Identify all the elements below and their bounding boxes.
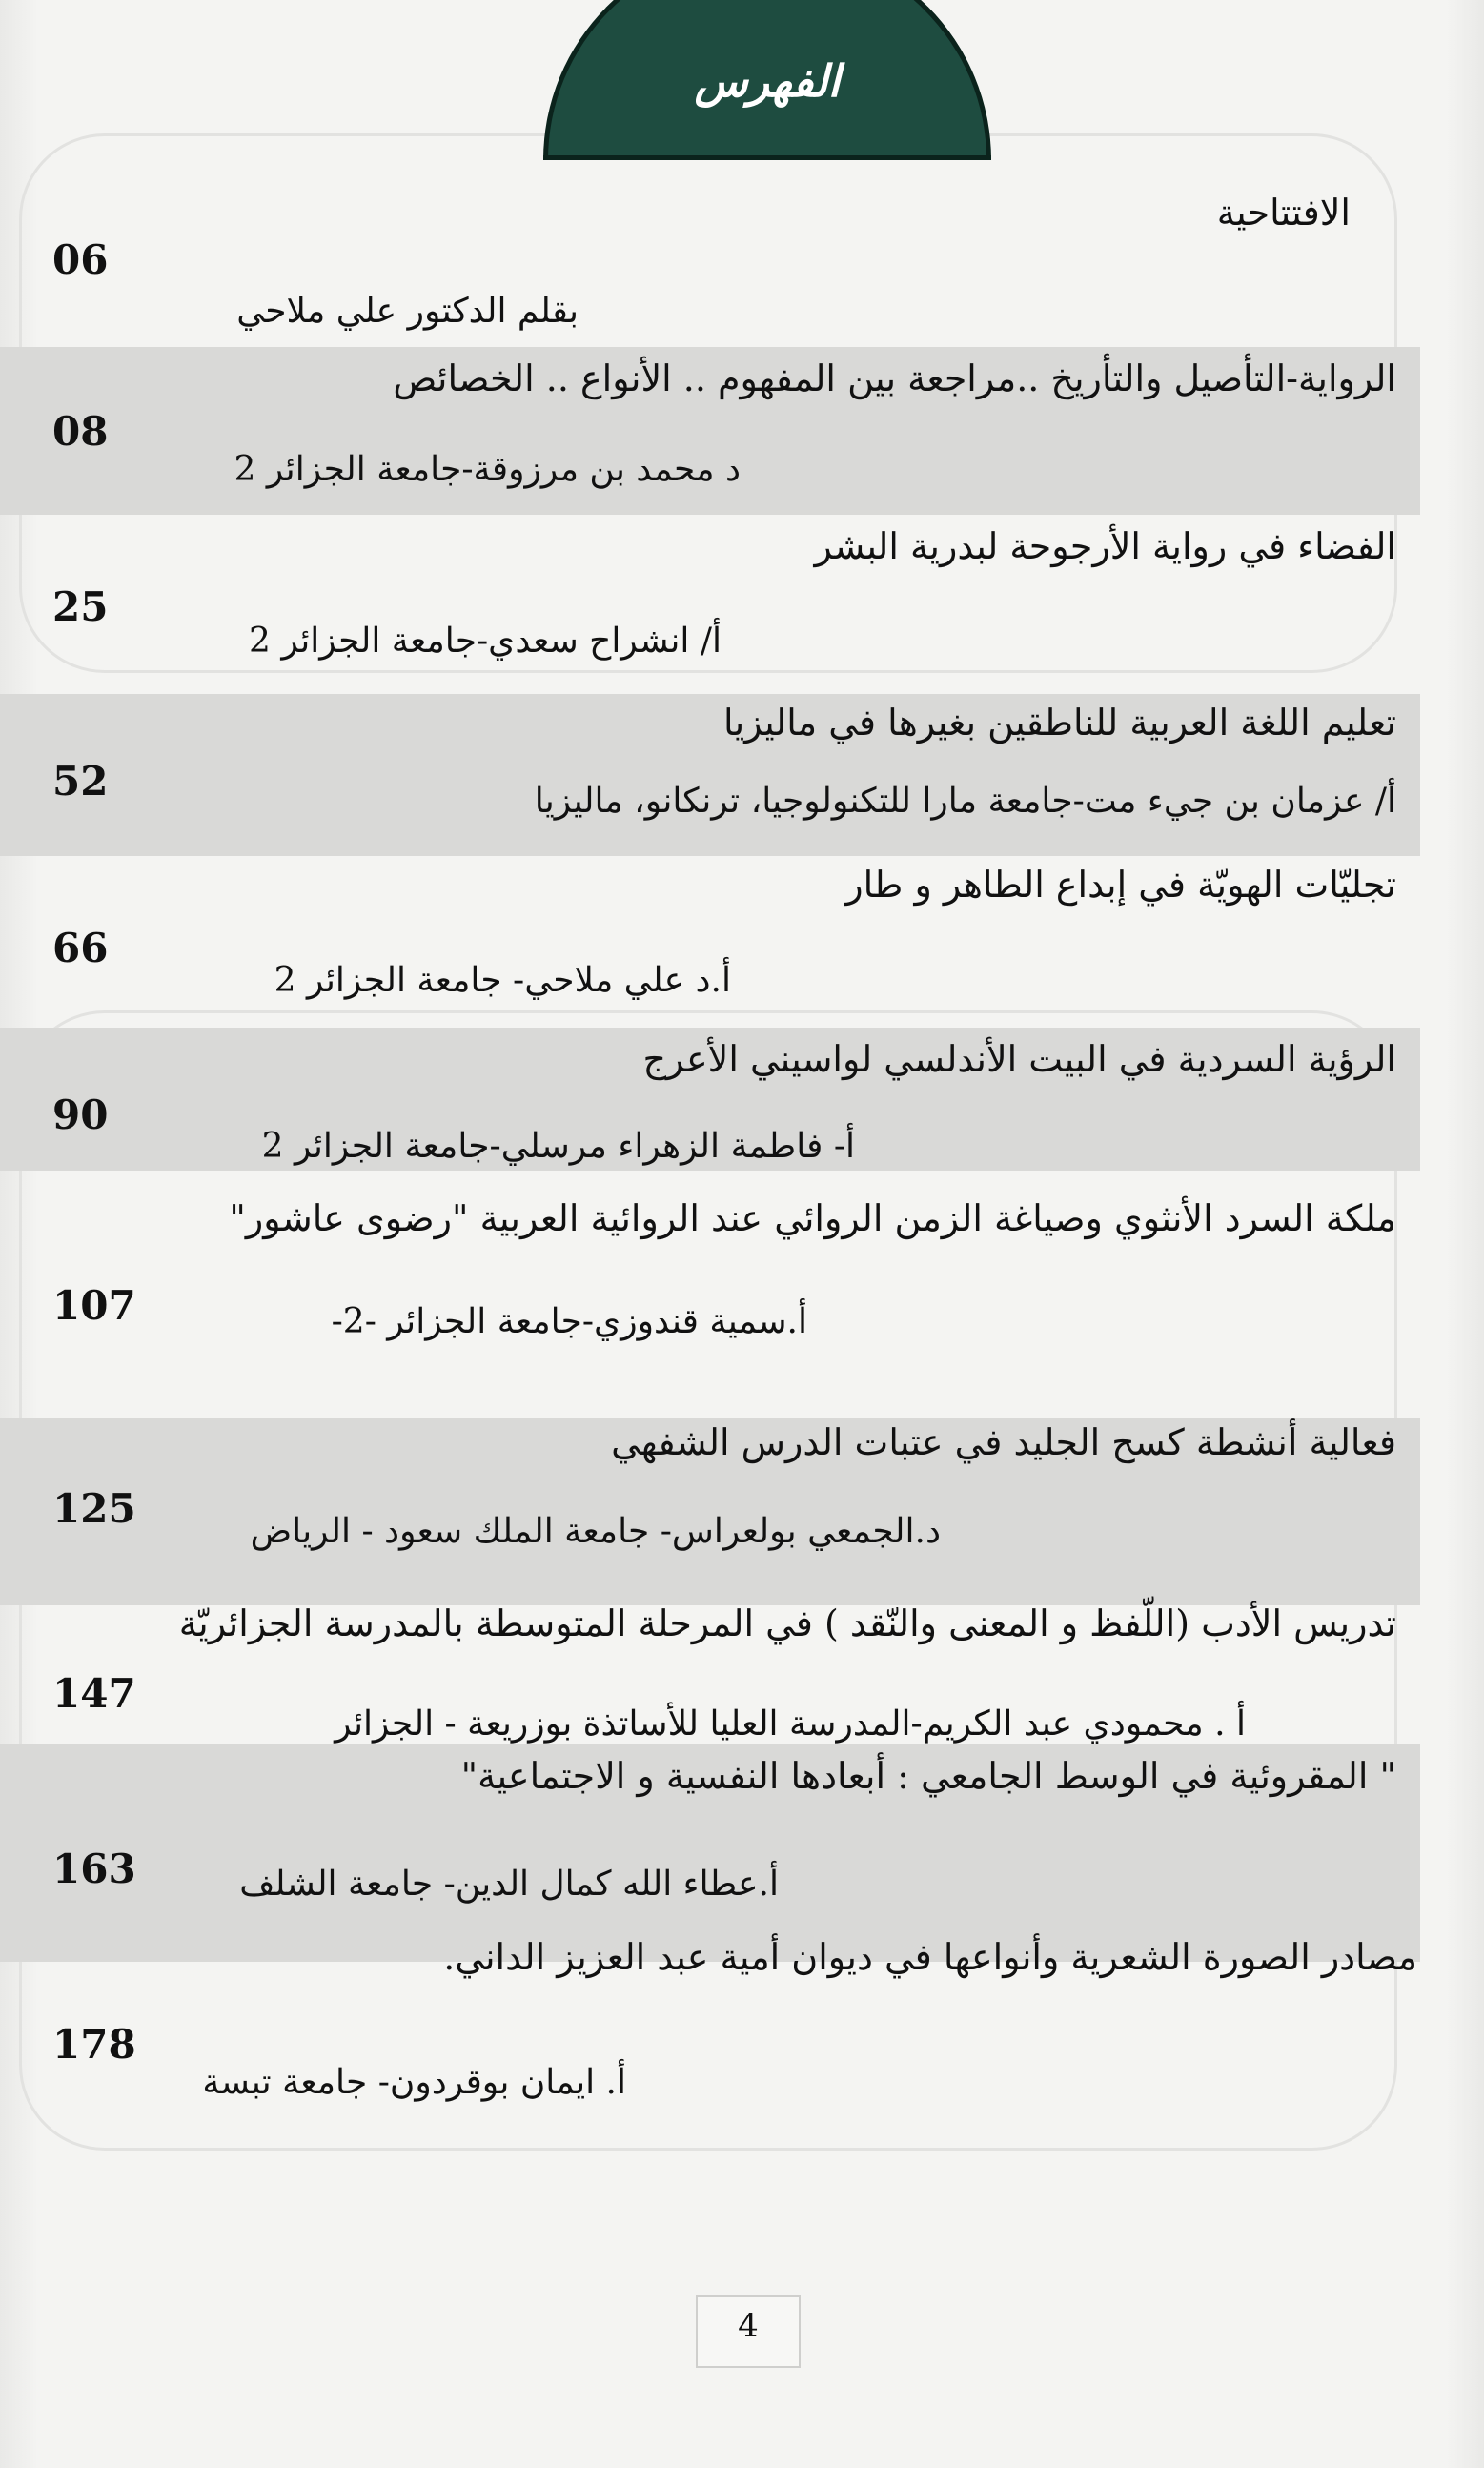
entry-page-number: 08 <box>52 408 109 455</box>
entry-page-number: 90 <box>52 1091 109 1138</box>
entry-author: أ.عطاء الله كمال الدين- جامعة الشلف <box>239 1865 779 1904</box>
entry-author: د محمد بن مرزوقة-جامعة الجزائر 2 <box>234 450 741 489</box>
entry-author: أ. ايمان بوقردون- جامعة تبسة <box>202 2063 626 2102</box>
entry-title: تدريس الأدب (اللّفظ و المعنى والنّقد ) في المرحلة المتوسطة بالمدرسة الجزائريّة <box>178 1602 1396 1644</box>
entry-title: فعالية أنشطة كسح الجليد في عتبات الدرس الشفهي <box>611 1421 1396 1463</box>
entry-author: د.الجمعي بولعراس- جامعة الملك سعود - الرياض <box>250 1512 941 1551</box>
entry-title: تعليم اللغة العربية للناطقين بغيرها في ماليزيا <box>723 702 1396 744</box>
entry-title: الرواية-التأصيل والتأريخ ..مراجعة بين المفهوم .. الأنواع .. الخصائص <box>393 357 1396 399</box>
entry-title: الافتتاحية <box>1216 192 1351 234</box>
entry-author: أ/ عزمان بن جيء مت-جامعة مارا للتكنولوجيا، ترنكانو، ماليزيا <box>534 782 1396 821</box>
page-title: الفهرس <box>694 55 841 107</box>
entry-author: أ.سمية قندوزي-جامعة الجزائر -2- <box>331 1302 807 1341</box>
entry-title: مصادر الصورة الشعرية وأنواعها في ديوان أمية عبد العزيز الداني. <box>443 1936 1417 1978</box>
entry-page-number: 178 <box>52 2021 136 2068</box>
entry-author: أ/ انشراح سعدي-جامعة الجزائر 2 <box>249 622 722 661</box>
entry-page-number: 125 <box>52 1485 136 1532</box>
entry-page-number: 25 <box>52 583 109 630</box>
entry-page-number: 52 <box>52 758 109 805</box>
footer-page-number: 4 <box>738 2307 759 2345</box>
entry-page-number: 107 <box>52 1282 136 1329</box>
entry-author: بقلم الدكتور علي ملاحي <box>236 292 579 331</box>
entry-title: تجليّات الهويّة في إبداع الطاهر و طار <box>845 864 1396 906</box>
entry-author: أ . محمودي عبد الكريم-المدرسة العليا للأساتذة بوزريعة - الجزائر <box>335 1704 1246 1744</box>
entry-page-number: 06 <box>52 236 109 283</box>
entry-author: أ- فاطمة الزهراء مرسلي-جامعة الجزائر 2 <box>261 1127 855 1166</box>
entry-page-number: 66 <box>52 925 109 971</box>
entry-title: ملكة السرد الأنثوي وصياغة الزمن الروائي عند الروائية العربية "رضوى عاشور" <box>229 1197 1396 1239</box>
entry-title: " المقروئية في الوسط الجامعي : أبعادها النفسية و الاجتماعية" <box>460 1755 1396 1797</box>
entry-author: أ.د علي ملاحي- جامعة الجزائر 2 <box>274 961 731 1000</box>
entry-page-number: 147 <box>52 1670 136 1717</box>
entry-title: الفضاء في رواية الأرجوحة لبدرية البشر <box>814 525 1396 567</box>
entry-title: الرؤية السردية في البيت الأندلسي لواسيني الأعرج <box>642 1038 1396 1080</box>
entry-page-number: 163 <box>52 1846 136 1892</box>
